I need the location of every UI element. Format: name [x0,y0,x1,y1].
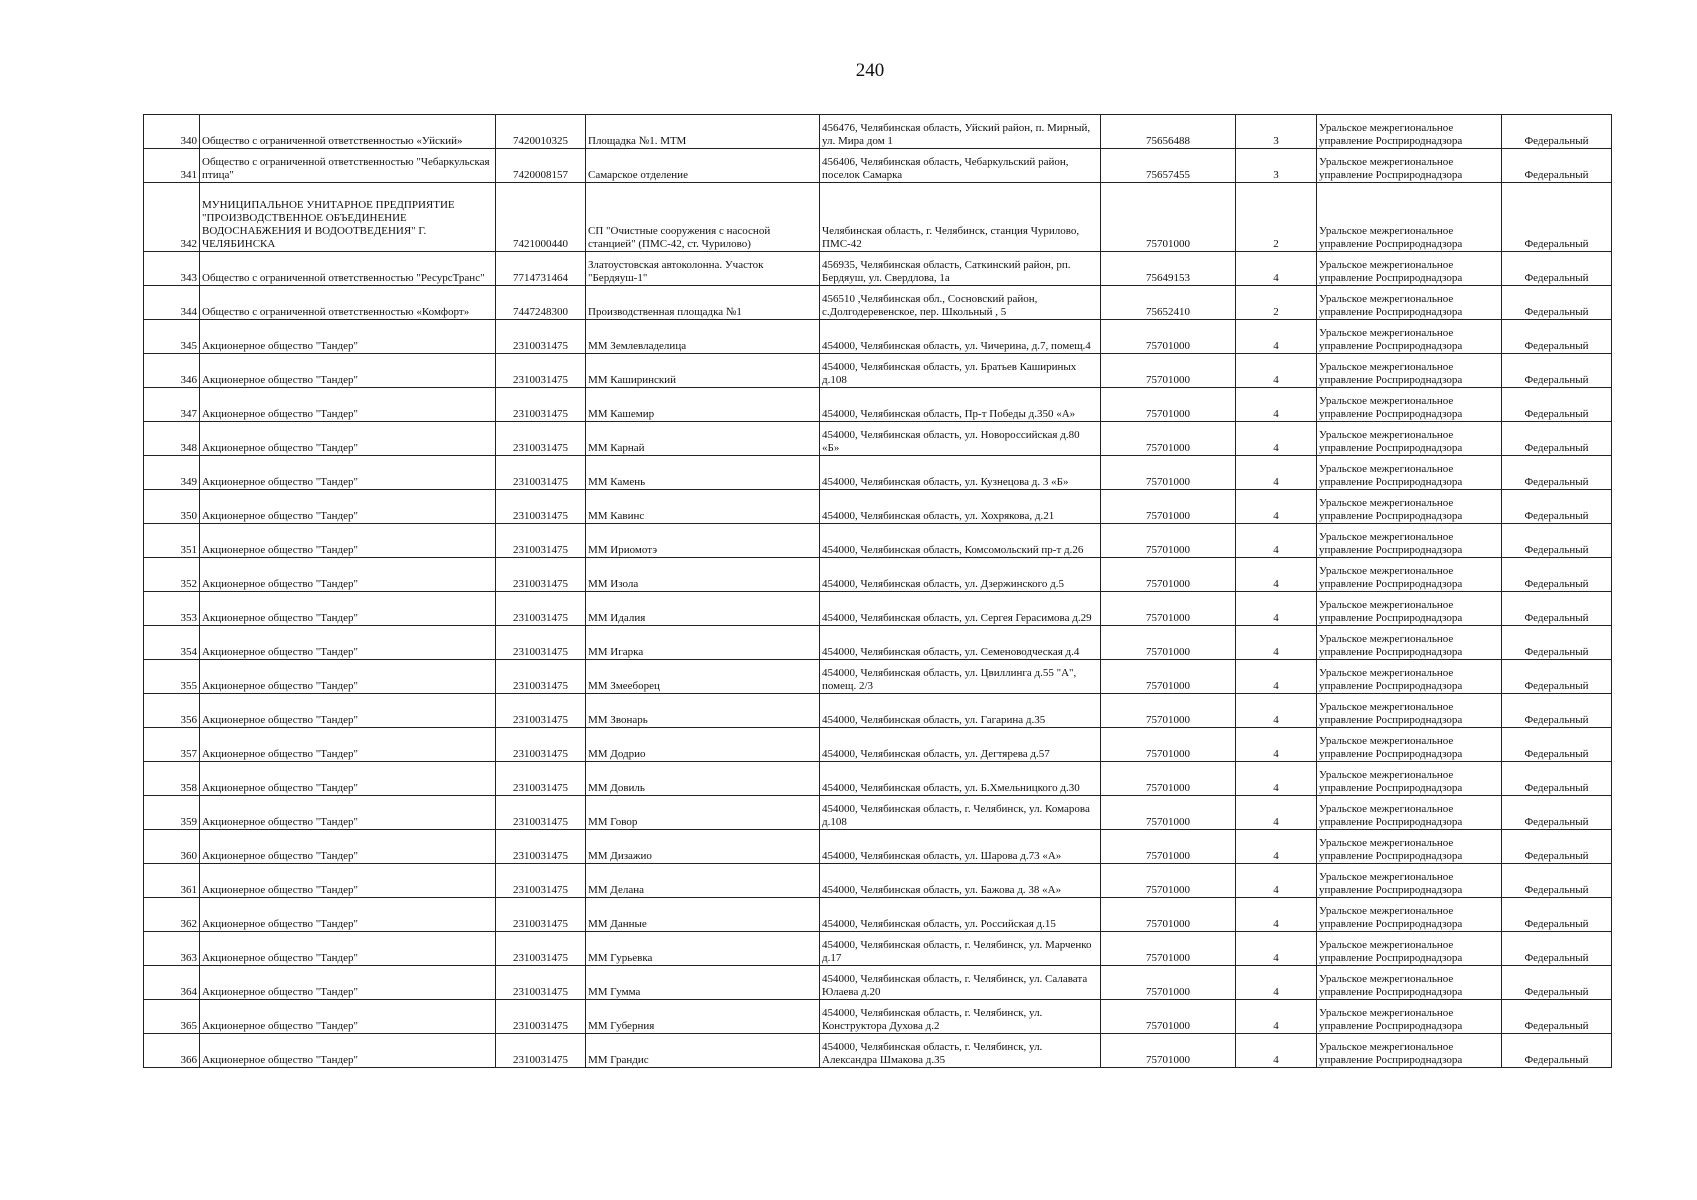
supervision-level: Федеральный [1502,252,1612,286]
supervision-level: Федеральный [1502,864,1612,898]
inn-code: 2310031475 [496,626,586,660]
inn-code: 2310031475 [496,660,586,694]
category: 4 [1236,694,1317,728]
category: 4 [1236,490,1317,524]
row-number: 351 [144,524,200,558]
organization-name: Акционерное общество "Тандер" [200,490,496,524]
organization-name: Акционерное общество "Тандер" [200,660,496,694]
site-name: Златоустовская автоколонна. Участок "Бердяуш-1" [586,252,820,286]
category: 4 [1236,898,1317,932]
supervision-level: Федеральный [1502,728,1612,762]
inn-code: 2310031475 [496,694,586,728]
organization-name: Акционерное общество "Тандер" [200,388,496,422]
organization-name: Акционерное общество "Тандер" [200,694,496,728]
site-address: 454000, Челябинская область, ул. Сергея Герасимова д.29 [820,592,1101,626]
row-number: 353 [144,592,200,626]
inn-code: 2310031475 [496,762,586,796]
site-address: 454000, Челябинская область, ул. Гагарина д.35 [820,694,1101,728]
inn-code: 2310031475 [496,524,586,558]
supervisory-authority: Уральское межрегиональное управление Росприроднадзора [1317,1034,1502,1068]
organization-name: Акционерное общество "Тандер" [200,558,496,592]
inn-code: 2310031475 [496,388,586,422]
supervision-level: Федеральный [1502,1000,1612,1034]
oktmo-code: 75701000 [1101,830,1236,864]
site-name: СП "Очистные сооружения с насосной станцией" (ПМС-42, ст. Чурилово) [586,183,820,252]
table-row [144,183,1612,252]
table-row [144,320,1612,354]
row-number: 366 [144,1034,200,1068]
site-name: ММ Додрио [586,728,820,762]
registry-table [143,114,1612,1068]
supervision-level: Федеральный [1502,149,1612,183]
inn-code: 2310031475 [496,898,586,932]
site-name: ММ Делана [586,864,820,898]
oktmo-code: 75701000 [1101,728,1236,762]
supervision-level: Федеральный [1502,115,1612,149]
supervisory-authority: Уральское межрегиональное управление Росприроднадзора [1317,762,1502,796]
category: 4 [1236,728,1317,762]
supervision-level: Федеральный [1502,456,1612,490]
site-name: ММ Ириомотэ [586,524,820,558]
row-number: 348 [144,422,200,456]
oktmo-code: 75701000 [1101,626,1236,660]
supervisory-authority: Уральское межрегиональное управление Росприроднадзора [1317,728,1502,762]
site-name: Самарское отделение [586,149,820,183]
category: 4 [1236,456,1317,490]
table-row [144,626,1612,660]
organization-name: Акционерное общество "Тандер" [200,762,496,796]
table-row [144,830,1612,864]
oktmo-code: 75701000 [1101,796,1236,830]
page-number: 240 [855,60,885,81]
supervision-level: Федеральный [1502,422,1612,456]
inn-code: 2310031475 [496,490,586,524]
supervisory-authority: Уральское межрегиональное управление Росприроднадзора [1317,286,1502,320]
supervisory-authority: Уральское межрегиональное управление Росприроднадзора [1317,320,1502,354]
supervision-level: Федеральный [1502,286,1612,320]
inn-code: 2310031475 [496,830,586,864]
site-address: 454000, Челябинская область, г. Челябинск, ул. Комарова д.108 [820,796,1101,830]
row-number: 362 [144,898,200,932]
site-name: ММ Камень [586,456,820,490]
site-name: Площадка №1. МТМ [586,115,820,149]
supervisory-authority: Уральское межрегиональное управление Росприроднадзора [1317,694,1502,728]
site-name: ММ Грандис [586,1034,820,1068]
inn-code: 2310031475 [496,456,586,490]
supervision-level: Федеральный [1502,626,1612,660]
table-row [144,558,1612,592]
site-address: 454000, Челябинская область, ул. Братьев Кашириных д.108 [820,354,1101,388]
inn-code: 2310031475 [496,932,586,966]
category: 3 [1236,115,1317,149]
row-number: 346 [144,354,200,388]
inn-code: 2310031475 [496,422,586,456]
oktmo-code: 75649153 [1101,252,1236,286]
oktmo-code: 75701000 [1101,898,1236,932]
site-name: ММ Игарка [586,626,820,660]
organization-name: Акционерное общество "Тандер" [200,626,496,660]
supervisory-authority: Уральское межрегиональное управление Росприроднадзора [1317,864,1502,898]
row-number: 347 [144,388,200,422]
row-number: 365 [144,1000,200,1034]
row-number: 356 [144,694,200,728]
category: 4 [1236,388,1317,422]
inn-code: 2310031475 [496,864,586,898]
oktmo-code: 75701000 [1101,320,1236,354]
table-row [144,115,1612,149]
site-address: Челябинская область, г. Челябинск, станция Чурилово, ПМС-42 [820,183,1101,252]
oktmo-code: 75701000 [1101,762,1236,796]
category: 2 [1236,286,1317,320]
table-row [144,660,1612,694]
table-row [144,388,1612,422]
site-address: 456476, Челябинская область, Уйский район, п. Мирный, ул. Мира дом 1 [820,115,1101,149]
oktmo-code: 75701000 [1101,694,1236,728]
category: 4 [1236,558,1317,592]
site-address: 456406, Челябинская область, Чебаркульский район, поселок Самарка [820,149,1101,183]
row-number: 341 [144,149,200,183]
inn-code: 7714731464 [496,252,586,286]
supervisory-authority: Уральское межрегиональное управление Росприроднадзора [1317,490,1502,524]
site-address: 454000, Челябинская область, ул. Бажова д. 38 «А» [820,864,1101,898]
organization-name: Общество с ограниченной ответственностью «Комфорт» [200,286,496,320]
inn-code: 7420008157 [496,149,586,183]
category: 4 [1236,966,1317,1000]
oktmo-code: 75701000 [1101,558,1236,592]
supervision-level: Федеральный [1502,354,1612,388]
oktmo-code: 75701000 [1101,932,1236,966]
supervision-level: Федеральный [1502,932,1612,966]
site-address: 454000, Челябинская область, ул. Дзержинского д.5 [820,558,1101,592]
supervisory-authority: Уральское межрегиональное управление Росприроднадзора [1317,1000,1502,1034]
category: 4 [1236,864,1317,898]
organization-name: Акционерное общество "Тандер" [200,354,496,388]
organization-name: Акционерное общество "Тандер" [200,966,496,1000]
site-name: ММ Гумма [586,966,820,1000]
category: 4 [1236,252,1317,286]
organization-name: Акционерное общество "Тандер" [200,728,496,762]
site-name: ММ Довиль [586,762,820,796]
supervision-level: Федеральный [1502,1034,1612,1068]
site-address: 454000, Челябинская область, ул. Дегтярева д.57 [820,728,1101,762]
category: 4 [1236,354,1317,388]
site-name: ММ Кашемир [586,388,820,422]
site-name: ММ Гурьевка [586,932,820,966]
category: 3 [1236,149,1317,183]
supervisory-authority: Уральское межрегиональное управление Росприроднадзора [1317,388,1502,422]
table-row [144,354,1612,388]
site-address: 454000, Челябинская область, ул. Чичерина, д.7, помещ.4 [820,320,1101,354]
row-number: 359 [144,796,200,830]
supervision-level: Федеральный [1502,592,1612,626]
table-row [144,286,1612,320]
category: 4 [1236,660,1317,694]
supervisory-authority: Уральское межрегиональное управление Росприроднадзора [1317,898,1502,932]
oktmo-code: 75701000 [1101,183,1236,252]
organization-name: Общество с ограниченной ответственностью «Уйский» [200,115,496,149]
table-row [144,864,1612,898]
table-row [144,728,1612,762]
oktmo-code: 75701000 [1101,490,1236,524]
table-row [144,490,1612,524]
category: 4 [1236,1034,1317,1068]
organization-name: Акционерное общество "Тандер" [200,592,496,626]
organization-name: Акционерное общество "Тандер" [200,1034,496,1068]
site-address: 454000, Челябинская область, ул. Шарова д.73 «А» [820,830,1101,864]
category: 4 [1236,422,1317,456]
oktmo-code: 75701000 [1101,966,1236,1000]
table-row [144,898,1612,932]
row-number: 345 [144,320,200,354]
table-row [144,252,1612,286]
site-address: 454000, Челябинская область, Пр-т Победы д.350 «А» [820,388,1101,422]
category: 4 [1236,626,1317,660]
category: 4 [1236,592,1317,626]
organization-name: Акционерное общество "Тандер" [200,320,496,354]
supervision-level: Федеральный [1502,830,1612,864]
organization-name: Акционерное общество "Тандер" [200,422,496,456]
supervisory-authority: Уральское межрегиональное управление Росприроднадзора [1317,524,1502,558]
row-number: 364 [144,966,200,1000]
site-address: 454000, Челябинская область, г. Челябинск, ул. Салавата Юлаева д.20 [820,966,1101,1000]
site-name: Производственная площадка №1 [586,286,820,320]
organization-name: Акционерное общество "Тандер" [200,932,496,966]
table-row [144,1034,1612,1068]
site-name: ММ Изола [586,558,820,592]
inn-code: 7420010325 [496,115,586,149]
row-number: 360 [144,830,200,864]
table-row [144,1000,1612,1034]
table-row [144,932,1612,966]
supervision-level: Федеральный [1502,524,1612,558]
category: 4 [1236,320,1317,354]
supervisory-authority: Уральское межрегиональное управление Росприроднадзора [1317,966,1502,1000]
oktmo-code: 75701000 [1101,354,1236,388]
row-number: 361 [144,864,200,898]
table-row [144,422,1612,456]
category: 4 [1236,524,1317,558]
site-address: 456510 ,Челябинская обл., Сосновский район, с.Долгодеревенское, пер. Школьный , 5 [820,286,1101,320]
oktmo-code: 75657455 [1101,149,1236,183]
oktmo-code: 75701000 [1101,456,1236,490]
supervisory-authority: Уральское межрегиональное управление Росприроднадзора [1317,932,1502,966]
row-number: 352 [144,558,200,592]
supervisory-authority: Уральское межрегиональное управление Росприроднадзора [1317,115,1502,149]
category: 4 [1236,762,1317,796]
row-number: 350 [144,490,200,524]
supervisory-authority: Уральское межрегиональное управление Росприроднадзора [1317,183,1502,252]
inn-code: 2310031475 [496,1000,586,1034]
site-address: 456935, Челябинская область, Саткинский район, рп. Бердяуш, ул. Свердлова, 1а [820,252,1101,286]
supervision-level: Федеральный [1502,762,1612,796]
supervisory-authority: Уральское межрегиональное управление Росприроднадзора [1317,558,1502,592]
table-row [144,694,1612,728]
oktmo-code: 75701000 [1101,592,1236,626]
organization-name: Акционерное общество "Тандер" [200,796,496,830]
supervision-level: Федеральный [1502,660,1612,694]
category: 4 [1236,830,1317,864]
organization-name: Общество с ограниченной ответственностью "РесурсТранс" [200,252,496,286]
row-number: 363 [144,932,200,966]
site-name: ММ Дизажио [586,830,820,864]
supervision-level: Федеральный [1502,966,1612,1000]
site-address: 454000, Челябинская область, г. Челябинск, ул. Александра Шмакова д.35 [820,1034,1101,1068]
supervisory-authority: Уральское межрегиональное управление Росприроднадзора [1317,592,1502,626]
supervision-level: Федеральный [1502,320,1612,354]
site-address: 454000, Челябинская область, г. Челябинск, ул. Марченко д.17 [820,932,1101,966]
table-row [144,149,1612,183]
row-number: 343 [144,252,200,286]
category: 4 [1236,1000,1317,1034]
supervisory-authority: Уральское межрегиональное управление Росприроднадзора [1317,422,1502,456]
inn-code: 2310031475 [496,354,586,388]
supervisory-authority: Уральское межрегиональное управление Росприроднадзора [1317,252,1502,286]
site-address: 454000, Челябинская область, ул. Б.Хмельницкого д.30 [820,762,1101,796]
oktmo-code: 75701000 [1101,1000,1236,1034]
site-address: 454000, Челябинская область, ул. Новороссийская д.80 «Б» [820,422,1101,456]
site-address: 454000, Челябинская область, ул. Цвиллинга д.55 "А", помещ. 2/3 [820,660,1101,694]
organization-name: Акционерное общество "Тандер" [200,830,496,864]
supervisory-authority: Уральское межрегиональное управление Росприроднадзора [1317,149,1502,183]
site-name: ММ Губерния [586,1000,820,1034]
organization-name: МУНИЦИПАЛЬНОЕ УНИТАРНОЕ ПРЕДПРИЯТИЕ "ПРОИЗВОДСТВЕННОЕ ОБЪЕДИНЕНИЕ ВОДОСНАБЖЕНИЯ И ВОДООТВЕДЕНИЯ" Г. ЧЕЛЯБИНСКА [200,183,496,252]
row-number: 358 [144,762,200,796]
row-number: 354 [144,626,200,660]
supervisory-authority: Уральское межрегиональное управление Росприроднадзора [1317,354,1502,388]
supervision-level: Федеральный [1502,898,1612,932]
site-name: ММ Каширинский [586,354,820,388]
category: 4 [1236,932,1317,966]
row-number: 340 [144,115,200,149]
oktmo-code: 75701000 [1101,1034,1236,1068]
inn-code: 7447248300 [496,286,586,320]
site-name: ММ Звонарь [586,694,820,728]
supervision-level: Федеральный [1502,694,1612,728]
inn-code: 2310031475 [496,592,586,626]
site-name: ММ Кавинс [586,490,820,524]
oktmo-code: 75701000 [1101,422,1236,456]
site-address: 454000, Челябинская область, ул. Семеноводческая д.4 [820,626,1101,660]
organization-name: Акционерное общество "Тандер" [200,864,496,898]
table-row [144,456,1612,490]
inn-code: 7421000440 [496,183,586,252]
site-address: 454000, Челябинская область, ул. Российская д.15 [820,898,1101,932]
table-row [144,796,1612,830]
organization-name: Общество с ограниченной ответственностью "Чебаркульская птица" [200,149,496,183]
oktmo-code: 75652410 [1101,286,1236,320]
table-row [144,762,1612,796]
category: 4 [1236,796,1317,830]
supervision-level: Федеральный [1502,388,1612,422]
table-row [144,592,1612,626]
supervision-level: Федеральный [1502,558,1612,592]
oktmo-code: 75701000 [1101,388,1236,422]
site-name: ММ Змееборец [586,660,820,694]
inn-code: 2310031475 [496,320,586,354]
site-address: 454000, Челябинская область, ул. Хохрякова, д.21 [820,490,1101,524]
supervision-level: Федеральный [1502,183,1612,252]
row-number: 342 [144,183,200,252]
organization-name: Акционерное общество "Тандер" [200,456,496,490]
inn-code: 2310031475 [496,728,586,762]
row-number: 355 [144,660,200,694]
site-name: ММ Карнай [586,422,820,456]
supervision-level: Федеральный [1502,490,1612,524]
row-number: 344 [144,286,200,320]
site-name: ММ Идалия [586,592,820,626]
table-row [144,966,1612,1000]
oktmo-code: 75701000 [1101,864,1236,898]
oktmo-code: 75701000 [1101,660,1236,694]
table-row [144,524,1612,558]
site-address: 454000, Челябинская область, ул. Кузнецова д. 3 «Б» [820,456,1101,490]
supervisory-authority: Уральское межрегиональное управление Росприроднадзора [1317,456,1502,490]
organization-name: Акционерное общество "Тандер" [200,524,496,558]
organization-name: Акционерное общество "Тандер" [200,1000,496,1034]
site-name: ММ Говор [586,796,820,830]
supervisory-authority: Уральское межрегиональное управление Росприроднадзора [1317,796,1502,830]
inn-code: 2310031475 [496,558,586,592]
category: 2 [1236,183,1317,252]
supervisory-authority: Уральское межрегиональное управление Росприроднадзора [1317,626,1502,660]
site-name: ММ Землевладелица [586,320,820,354]
row-number: 357 [144,728,200,762]
site-address: 454000, Челябинская область, г. Челябинск, ул. Конструктора Духова д.2 [820,1000,1101,1034]
oktmo-code: 75656488 [1101,115,1236,149]
site-name: ММ Данные [586,898,820,932]
organization-name: Акционерное общество "Тандер" [200,898,496,932]
registry-body [144,115,1612,1068]
inn-code: 2310031475 [496,966,586,1000]
site-address: 454000, Челябинская область, Комсомольский пр-т д.26 [820,524,1101,558]
row-number: 349 [144,456,200,490]
oktmo-code: 75701000 [1101,524,1236,558]
supervisory-authority: Уральское межрегиональное управление Росприроднадзора [1317,660,1502,694]
inn-code: 2310031475 [496,1034,586,1068]
supervision-level: Федеральный [1502,796,1612,830]
supervisory-authority: Уральское межрегиональное управление Росприроднадзора [1317,830,1502,864]
inn-code: 2310031475 [496,796,586,830]
